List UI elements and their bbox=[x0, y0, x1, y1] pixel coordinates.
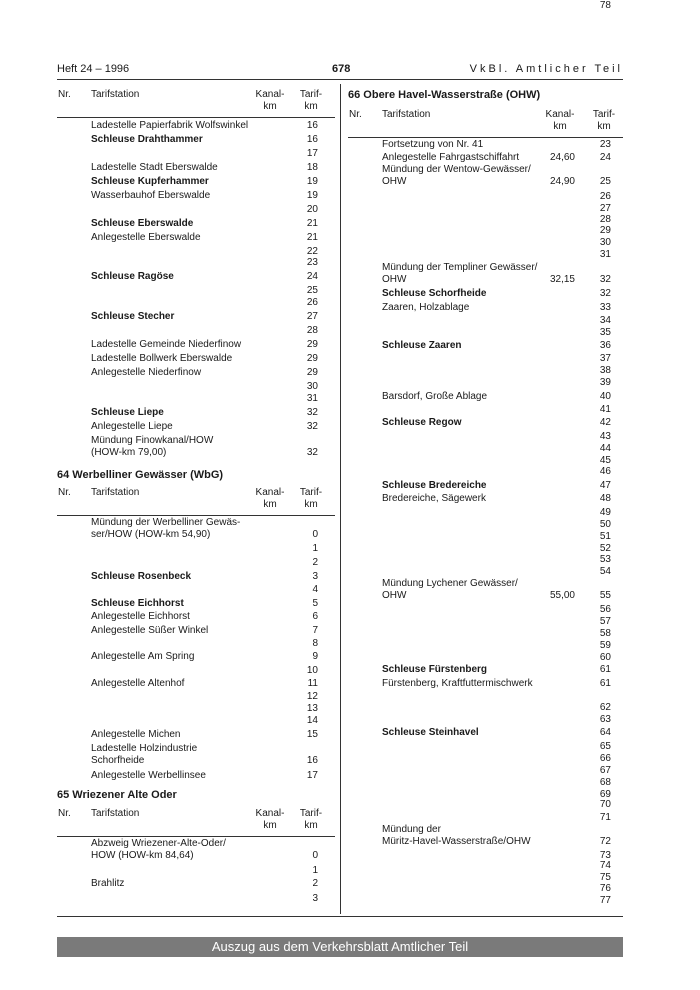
column-header-tarif: Tarif- km bbox=[299, 808, 323, 831]
column-header-station: Tarifstation bbox=[382, 109, 431, 120]
station-name: Mündung Lychener Gewässer/ OHW bbox=[382, 578, 518, 601]
tarif-km: 46 bbox=[599, 466, 611, 477]
tarif-km: 1 bbox=[312, 543, 318, 554]
tarif-km: 47 bbox=[599, 480, 611, 491]
bottom-rule bbox=[57, 916, 623, 917]
tarif-km: 26 bbox=[306, 297, 318, 308]
tarif-km: 14 bbox=[306, 715, 318, 726]
tarif-km: 19 bbox=[306, 190, 318, 201]
tarif-km: 61 bbox=[599, 678, 611, 689]
station-name: Ladestelle Holzindustrie Schorfheide bbox=[91, 743, 198, 766]
kanal-km: 32,15 bbox=[549, 274, 575, 285]
tarif-km: 27 bbox=[306, 311, 318, 322]
tarif-km: 53 bbox=[599, 554, 611, 565]
tarif-km: 64 bbox=[599, 727, 611, 738]
tarif-km: 51 bbox=[599, 531, 611, 542]
column-header-station: Tarifstation bbox=[91, 808, 140, 819]
tarif-km: 33 bbox=[599, 302, 611, 313]
tarif-km: 21 bbox=[306, 232, 318, 243]
tarif-km: 42 bbox=[599, 417, 611, 428]
tarif-km: 45 bbox=[599, 455, 611, 466]
station-name: Ladestelle Gemeinde Niederfinow bbox=[91, 339, 242, 350]
tarif-km: 48 bbox=[599, 493, 611, 504]
tarif-km: 23 bbox=[599, 139, 611, 150]
tarif-km: 31 bbox=[599, 249, 611, 260]
column-header-kanal: Kanal- km bbox=[255, 487, 285, 510]
column-header-tarif: Tarif- km bbox=[299, 89, 323, 112]
page-number: 678 bbox=[332, 63, 351, 75]
tarif-km: 22 bbox=[306, 246, 318, 257]
table-header-rule bbox=[57, 515, 335, 516]
tarif-km: 12 bbox=[306, 691, 318, 702]
section-title-66: 66 Obere Havel-Wasserstraße (OHW) bbox=[348, 89, 541, 101]
station-name: Mündung Finowkanal/HOW (HOW-km 79,00) bbox=[91, 435, 214, 458]
station-name: Schleuse Bredereiche bbox=[382, 480, 487, 491]
tarif-km: 17 bbox=[306, 770, 318, 781]
table-header-rule bbox=[348, 137, 623, 138]
kanal-km: 24,90 bbox=[549, 176, 575, 187]
station-name: Mündung der Werbelliner Gewäs- ser/HOW (HOW-km 54,90) bbox=[91, 517, 241, 540]
tarif-km: 29 bbox=[306, 353, 318, 364]
tarif-km: 60 bbox=[599, 652, 611, 663]
tarif-km: 28 bbox=[306, 325, 318, 336]
table-header-rule bbox=[57, 117, 335, 118]
table-header-rule bbox=[57, 836, 335, 837]
column-header-nr: Nr. bbox=[58, 487, 71, 498]
tarif-km: 54 bbox=[599, 566, 611, 577]
tarif-km: 6 bbox=[312, 611, 318, 622]
tarif-km: 8 bbox=[312, 638, 318, 649]
station-name: Schleuse Rosenbeck bbox=[91, 571, 192, 582]
tarif-km: 65 bbox=[599, 741, 611, 752]
tarif-km: 28 bbox=[599, 214, 611, 225]
tarif-km: 49 bbox=[599, 507, 611, 518]
tarif-km: 73 bbox=[599, 850, 611, 861]
station-name: Fortsetzung von Nr. 41 bbox=[382, 139, 484, 150]
column-divider bbox=[340, 84, 341, 914]
station-name: Anlegestelle Fahrgastschiffahrt bbox=[382, 152, 520, 163]
station-name: Schleuse Eberswalde bbox=[91, 218, 194, 229]
tarif-km: 30 bbox=[599, 237, 611, 248]
station-name: Schleuse Fürstenberg bbox=[382, 664, 488, 675]
tarif-km: 7 bbox=[312, 625, 318, 636]
station-name: Wasserbauhof Eberswalde bbox=[91, 190, 211, 201]
tarif-km: 1 bbox=[312, 865, 318, 876]
station-name: Schleuse Zaaren bbox=[382, 340, 462, 351]
station-name: Schleuse Ragöse bbox=[91, 271, 174, 282]
tarif-km: 3 bbox=[312, 571, 318, 582]
tarif-km: 44 bbox=[599, 443, 611, 454]
tarif-km: 15 bbox=[306, 729, 318, 740]
station-name: Mündung der Müritz-Havel-Wasserstraße/OHW bbox=[382, 824, 531, 847]
column-header-kanal: Kanal- km bbox=[255, 808, 285, 831]
tarif-km: 16 bbox=[306, 755, 318, 766]
tarif-km: 41 bbox=[599, 404, 611, 415]
kanal-km: 55,00 bbox=[549, 590, 575, 601]
tarif-km: 29 bbox=[306, 339, 318, 350]
tarif-km: 34 bbox=[599, 315, 611, 326]
kanal-km: 24,60 bbox=[549, 152, 575, 163]
station-name: Schleuse Drahthammer bbox=[91, 134, 203, 145]
tarif-km: 30 bbox=[306, 381, 318, 392]
tarif-km: 38 bbox=[599, 365, 611, 376]
station-name: Zaaren, Holzablage bbox=[382, 302, 470, 313]
tarif-km: 2 bbox=[312, 557, 318, 568]
station-name: Barsdorf, Große Ablage bbox=[382, 391, 488, 402]
tarif-km: 5 bbox=[312, 598, 318, 609]
tarif-km: 2 bbox=[312, 878, 318, 889]
tarif-km: 24 bbox=[306, 271, 318, 282]
station-name: Fürstenberg, Kraftfuttermischwerk bbox=[382, 678, 533, 689]
station-name: Schleuse Schorfheide bbox=[382, 288, 487, 299]
column-header-nr: Nr. bbox=[58, 808, 71, 819]
tarif-km: 40 bbox=[599, 391, 611, 402]
station-name: Anlegestelle Werbellinsee bbox=[91, 770, 206, 781]
header-rule bbox=[57, 79, 623, 80]
tarif-km: 74 bbox=[599, 860, 611, 871]
station-name: Anlegestelle Niederfinow bbox=[91, 367, 202, 378]
tarif-km: 9 bbox=[312, 651, 318, 662]
tarif-km: 24 bbox=[599, 152, 611, 163]
column-header-tarif: Tarif- km bbox=[592, 109, 616, 132]
tarif-km: 32 bbox=[306, 447, 318, 458]
tarif-km: 75 bbox=[599, 872, 611, 883]
station-name: Schleuse Steinhavel bbox=[382, 727, 479, 738]
tarif-km: 0 bbox=[312, 529, 318, 540]
tarif-km: 76 bbox=[599, 883, 611, 894]
station-name: Schleuse Kupferhammer bbox=[91, 176, 209, 187]
station-name: Schleuse Stecher bbox=[91, 311, 175, 322]
station-name: Ladestelle Bollwerk Eberswalde bbox=[91, 353, 233, 364]
tarif-km: 70 bbox=[599, 799, 611, 810]
station-name: Schleuse Eichhorst bbox=[91, 598, 184, 609]
tarif-km: 19 bbox=[306, 176, 318, 187]
journal-title: VkBl. Amtlicher Teil bbox=[469, 63, 623, 75]
tarif-km: 32 bbox=[306, 421, 318, 432]
station-name: Mündung der Wentow-Gewässer/ OHW bbox=[382, 164, 531, 187]
issue-label: Heft 24 – 1996 bbox=[57, 63, 130, 75]
tarif-km: 0 bbox=[312, 850, 318, 861]
station-name: Anlegestelle Eberswalde bbox=[91, 232, 201, 243]
tarif-km: 43 bbox=[599, 431, 611, 442]
column-header-nr: Nr. bbox=[58, 89, 71, 100]
station-name: Anlegestelle Michen bbox=[91, 729, 181, 740]
column-header-kanal: Kanal- km bbox=[255, 89, 285, 112]
tarif-km: 52 bbox=[599, 543, 611, 554]
tarif-km: 26 bbox=[599, 191, 611, 202]
section-title-64: 64 Werbelliner Gewässer (WbG) bbox=[57, 469, 224, 481]
column-header-station: Tarifstation bbox=[91, 89, 140, 100]
tarif-km: 72 bbox=[599, 836, 611, 847]
tarif-km: 16 bbox=[306, 134, 318, 145]
station-name: Anlegestelle Altenhof bbox=[91, 678, 185, 689]
tarif-km: 16 bbox=[306, 120, 318, 131]
station-name: Mündung der Templiner Gewässer/ OHW bbox=[382, 262, 538, 285]
tarif-km: 4 bbox=[312, 584, 318, 595]
station-name: Anlegestelle Süßer Winkel bbox=[91, 625, 209, 636]
tarif-km: 36 bbox=[599, 340, 611, 351]
tarif-km: 18 bbox=[306, 162, 318, 173]
station-name: Anlegestelle Eichhorst bbox=[91, 611, 190, 622]
column-header-tarif: Tarif- km bbox=[299, 487, 323, 510]
tarif-km: 71 bbox=[599, 812, 611, 823]
tarif-km: 57 bbox=[599, 616, 611, 627]
column-header-kanal: Kanal- km bbox=[545, 109, 575, 132]
tarif-km: 25 bbox=[599, 176, 611, 187]
tarif-km: 68 bbox=[599, 777, 611, 788]
tarif-km: 62 bbox=[599, 702, 611, 713]
station-name: Ladestelle Papierfabrik Wolfswinkel bbox=[91, 120, 249, 131]
tarif-km: 63 bbox=[599, 714, 611, 725]
tarif-km: 37 bbox=[599, 353, 611, 364]
tarif-km: 50 bbox=[599, 519, 611, 530]
station-name: Abzweig Wriezener-Alte-Oder/ HOW (HOW-km 84,64) bbox=[91, 838, 226, 861]
tarif-km: 13 bbox=[306, 703, 318, 714]
tarif-km: 58 bbox=[599, 628, 611, 639]
tarif-km: 23 bbox=[306, 257, 318, 268]
tarif-km: 69 bbox=[599, 789, 611, 800]
tarif-km: 10 bbox=[306, 665, 318, 676]
column-header-station: Tarifstation bbox=[91, 487, 140, 498]
tarif-km: 29 bbox=[306, 367, 318, 378]
tarif-km: 27 bbox=[599, 203, 611, 214]
tarif-km: 25 bbox=[306, 285, 318, 296]
tarif-km: 66 bbox=[599, 753, 611, 764]
station-name: Anlegestelle Am Spring bbox=[91, 651, 195, 662]
tarif-km: 55 bbox=[599, 590, 611, 601]
tarif-km: 39 bbox=[599, 377, 611, 388]
station-name: Schleuse Regow bbox=[382, 417, 462, 428]
footer-banner: Auszug aus dem Verkehrsblatt Amtlicher Teil bbox=[57, 937, 623, 957]
tarif-km: 35 bbox=[599, 327, 611, 338]
tarif-km: 67 bbox=[599, 765, 611, 776]
tarif-km: 21 bbox=[306, 218, 318, 229]
tarif-km: 11 bbox=[307, 678, 318, 689]
tarif-km: 32 bbox=[306, 407, 318, 418]
tarif-km: 3 bbox=[312, 893, 318, 904]
station-name: Anlegestelle Liepe bbox=[91, 421, 173, 432]
station-name: Brahlitz bbox=[91, 878, 125, 889]
column-header-nr: Nr. bbox=[349, 109, 362, 120]
tarif-km: 17 bbox=[306, 148, 318, 159]
tarif-km: 29 bbox=[599, 225, 611, 236]
tarif-km: 31 bbox=[306, 393, 318, 404]
tarif-km: 32 bbox=[599, 288, 611, 299]
tarif-km: 59 bbox=[599, 640, 611, 651]
station-name: Bredereiche, Sägewerk bbox=[382, 493, 486, 504]
station-name: Schleuse Liepe bbox=[91, 407, 164, 418]
tarif-km: 32 bbox=[599, 274, 611, 285]
tarif-km: 20 bbox=[306, 204, 318, 215]
tarif-km: 77 bbox=[599, 895, 611, 906]
tarif-km: 56 bbox=[599, 604, 611, 615]
section-title-65: 65 Wriezener Alte Oder bbox=[57, 789, 177, 801]
tarif-km: 78 bbox=[599, 0, 611, 11]
station-name: Ladestelle Stadt Eberswalde bbox=[91, 162, 218, 173]
tarif-km: 61 bbox=[599, 664, 611, 675]
